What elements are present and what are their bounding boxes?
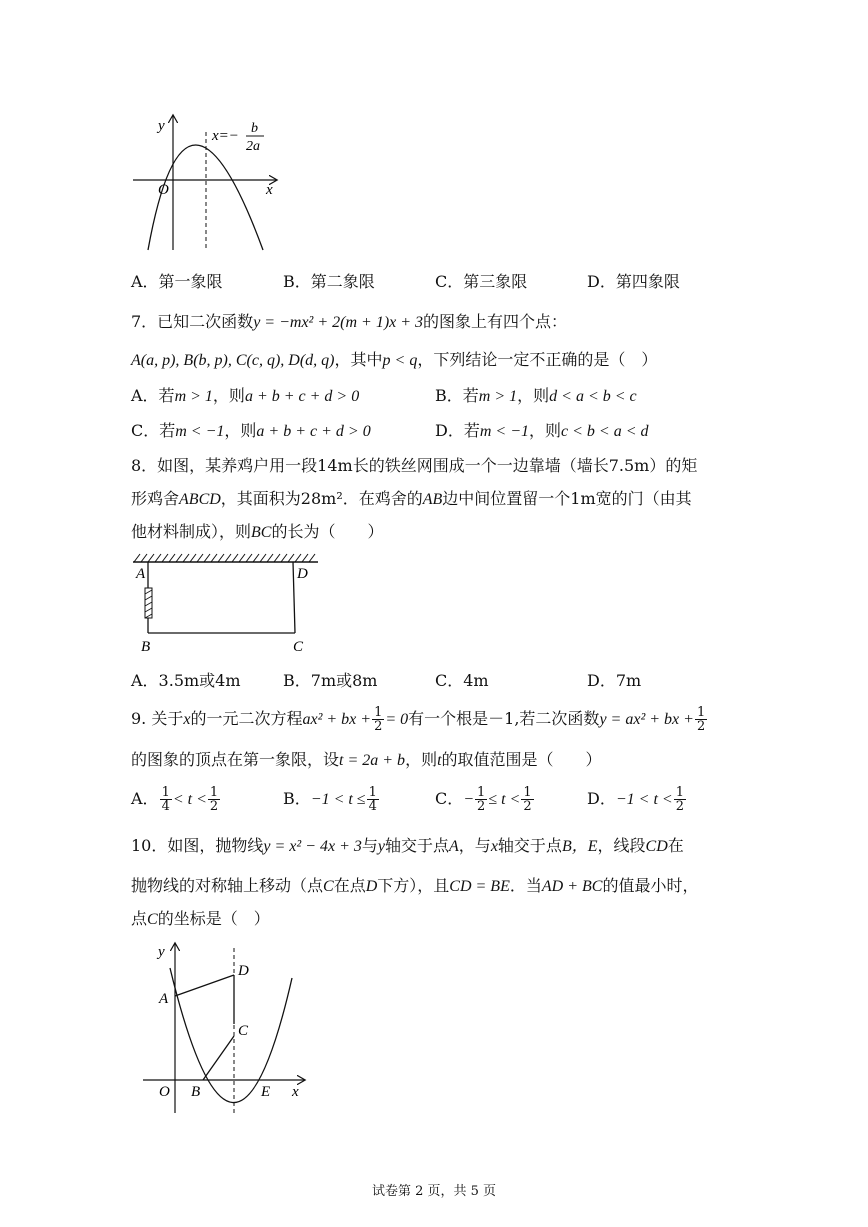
q7-option-c[interactable]: C．若m < −1，则a + b + c + d > 0 bbox=[131, 421, 371, 440]
q6-option-c[interactable]: C．第三象限 bbox=[435, 272, 528, 291]
q9-option-c[interactable]: C．− $\frac{1}{2}$ ≤ t < $\frac{1}{2}$ bbox=[435, 785, 532, 814]
q10-stem-line3: 点C的坐标是（ ） bbox=[131, 909, 270, 928]
q8-option-b[interactable]: B．7m或8m bbox=[283, 671, 378, 690]
q8-stem-line1: 8．如图，某养鸡户用一段14m长的铁丝网围成一个一边靠墙（墙长7.5m）的矩 bbox=[131, 456, 698, 475]
x-label: x bbox=[292, 1084, 299, 1100]
parabola-curve bbox=[170, 968, 292, 1103]
q10-stem-line1: 10．如图，抛物线y = x² − 4x + 3与y轴交于点A，与x轴交于点B，E，线段CD在 bbox=[131, 836, 684, 855]
point-e: E bbox=[261, 1084, 271, 1100]
q9-option-b[interactable]: B．−1 < t ≤ $\frac{1}{4}$ bbox=[283, 785, 377, 814]
q8-rectangle-figure bbox=[128, 550, 328, 655]
q9-option-d[interactable]: D．−1 < t < $\frac{1}{2}$ bbox=[587, 785, 684, 814]
vertex-c: C bbox=[293, 639, 304, 655]
q7-stem-line2: A(a, p), B(b, p), C(c, q), D(d, q)，其中p < q，下列结论一定不正确的是（ ） bbox=[131, 350, 658, 369]
axis-eq-prefix: x=− bbox=[212, 128, 239, 144]
vertex-d: D bbox=[297, 566, 308, 582]
axis-eq-den: 2a bbox=[246, 139, 260, 154]
q6-option-d[interactable]: D．第四象限 bbox=[587, 272, 680, 291]
page-footer: 试卷第 2 页，共 5 页 bbox=[371, 1184, 497, 1199]
q7-option-d[interactable]: D．若m < −1，则c < b < a < d bbox=[435, 421, 649, 440]
half-fraction: $\frac{1}{2}$ bbox=[374, 705, 383, 734]
y-label: y bbox=[158, 944, 165, 960]
q10-parabola-figure bbox=[138, 938, 313, 1116]
q8-stem-line2: 形鸡舍ABCD，其面积为28m²．在鸡舍的AB边中间位置留一个1m宽的门（由其 bbox=[131, 489, 692, 508]
point-a: A bbox=[159, 991, 169, 1007]
segment-ad bbox=[175, 975, 234, 996]
segment-bc bbox=[203, 1036, 234, 1080]
q8-option-c[interactable]: C．4m bbox=[435, 671, 489, 690]
q8-option-a[interactable]: A．3.5m或4m bbox=[131, 671, 241, 690]
point-d: D bbox=[238, 963, 249, 979]
half-fraction-2: $\frac{1}{2}$ bbox=[696, 705, 706, 734]
q8-stem-line3: 他材料制成），则BC的长为（ ） bbox=[131, 522, 384, 541]
q9-stem-line1: 9. 关于x的一元二次方程ax² + bx + $\frac{1}{2}$ = 0有一个根是－1,若二次函数y = ax² + bx + $\frac{1}{2}$ bbox=[131, 705, 706, 734]
origin-label: O bbox=[159, 1084, 170, 1100]
y-label: y bbox=[158, 118, 165, 134]
q9-option-a[interactable]: A． $\frac{1}{4}$ < t < $\frac{1}{2}$ bbox=[131, 785, 219, 814]
point-b: B bbox=[191, 1084, 201, 1100]
q6-option-b[interactable]: B．第二象限 bbox=[283, 272, 375, 291]
vertex-a: A bbox=[136, 566, 146, 582]
q9-stem-line2: 的图象的顶点在第一象限，设t = 2a + b，则t的取值范围是（ ） bbox=[131, 750, 602, 769]
origin-label: O bbox=[158, 182, 169, 198]
axis-eq-num: b bbox=[251, 121, 258, 136]
q10-stem-line2: 抛物线的对称轴上移动（点C在点D下方），且CD = BE．当AD + BC的值最小时， bbox=[131, 876, 699, 895]
point-c: C bbox=[238, 1023, 249, 1039]
x-label: x bbox=[266, 182, 273, 198]
q7-option-b[interactable]: B．若m > 1，则d < a < b < c bbox=[435, 386, 637, 405]
q6-parabola-figure bbox=[128, 110, 288, 260]
wall-hatching bbox=[134, 554, 315, 562]
q7-option-a[interactable]: A．若m > 1，则a + b + c + d > 0 bbox=[131, 386, 360, 405]
q8-option-d[interactable]: D．7m bbox=[587, 671, 642, 690]
vertex-b: B bbox=[141, 639, 151, 655]
q7-stem-line1: 7．已知二次函数y = −mx² + 2(m + 1)x + 3的图象上有四个点： bbox=[131, 312, 568, 331]
q6-option-a[interactable]: A．第一象限 bbox=[131, 272, 223, 291]
